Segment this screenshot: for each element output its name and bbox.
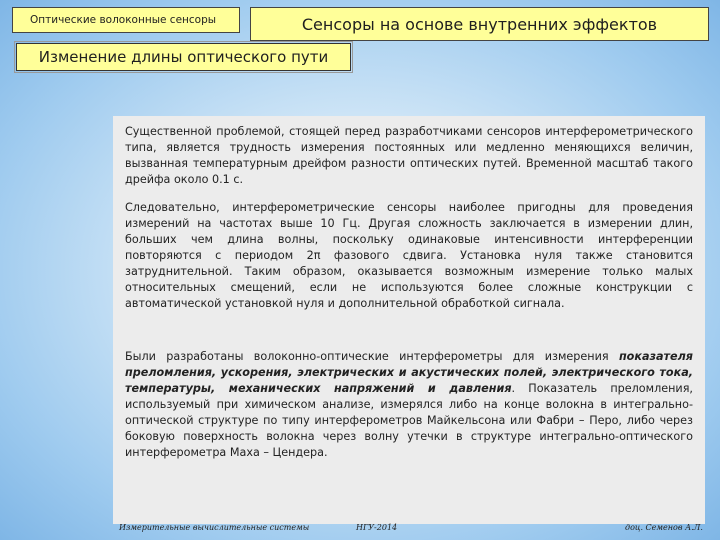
section-title-box	[12, 7, 240, 33]
paragraph-1: Существенной проблемой, стоящей перед разработчиками сенсоров интерферометрического типа, является трудность измерения постоянных или медленно меняющихся величин, вызванная температурным дрейфом разности оптических путей. Временной масштаб такого дрейфа около 0.1 с.	[125, 125, 693, 186]
paragraph-3	[125, 349, 693, 461]
paragraph-3-start: Были разработаны волоконно-оптические интерферометры для измерения	[125, 350, 619, 363]
slide-subtitle	[16, 43, 351, 71]
footer-author: доц. Семенов А.Л.	[625, 523, 703, 532]
paragraph-3-emphasis: показателя преломления, ускорения, электрических и акустических полей, электрического тока, температуры, механических напряжений и давления	[125, 350, 693, 395]
paragraph-3-end: . Показатель преломления, используемый при химическом анализе, измерялся либо на конце волокна в интегрально-оптической структуре по типу интерферометров Майкельсона или Фабри – Перо, либо через боковую поверхность волокна через волну утечки в структуре интегрально-оптического интерферометра Маха – Цендера.	[125, 382, 693, 459]
paragraph-2: Следовательно, интерферометрические сенсоры наиболее пригодны для проведения измерений на частотах выше 10 Гц. Другая сложность заключается в измерении длин, больших чем длина волны, поскольку одинаковые интенсивности интерференции повторяются с периодом 2π фазового сдвига. Установка нуля также становится затруднительной. Таким образом, оказывается возможным измерение только малых относительных смещений, если не используются более сложные конструкции с автоматической установкой нуля и дополнительной обработкой сигнала.	[125, 201, 693, 310]
section-title: Оптические волоконные сенсоры	[30, 14, 217, 26]
slide-title: Сенсоры на основе внутренних эффектов	[301, 14, 658, 34]
content-panel	[113, 116, 705, 524]
slide-title-box	[250, 7, 709, 41]
slide-subtitle-text: Изменение длины оптического пути	[38, 48, 329, 66]
footer-university: НГУ-2014	[356, 523, 398, 532]
footer-course: Измерительные вычислительные системы	[119, 523, 310, 532]
